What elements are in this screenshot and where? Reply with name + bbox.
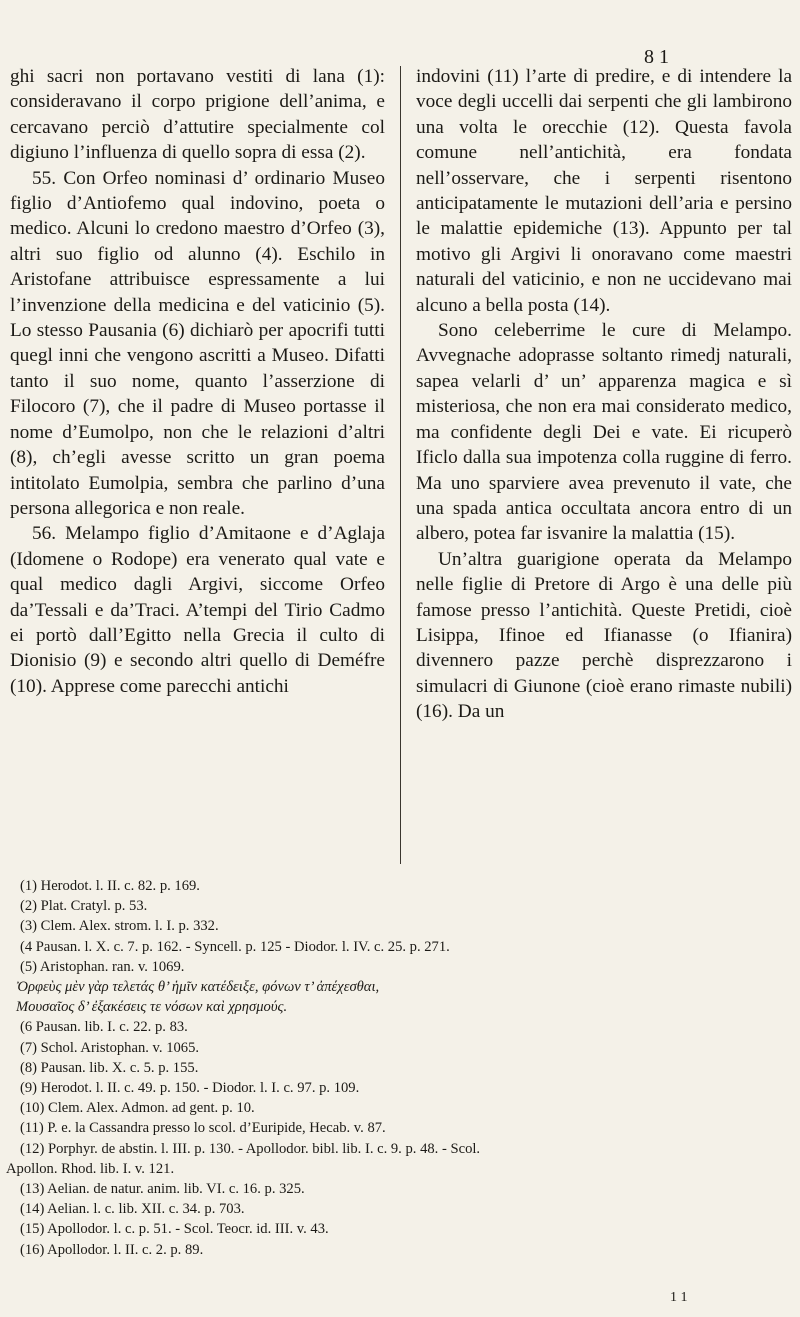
column-divider: [400, 66, 401, 864]
footnote-greek-quote: Μουσαῖος δ’ ἐξακέσεις τε νόσων καὶ χρησμούς.: [16, 999, 288, 1016]
footnote-greek-quote: Ὀρφεὺς μὲν γὰρ τελετάς θ’ ἡμῖν κατέδειξε, φόνων τ’ ἀπέχεσθαι,: [16, 979, 380, 996]
footnotes: [0, 876, 790, 1260]
paragraph: Sono celeberrime le cure di Melampo. Avvegnache adoprasse soltanto rimedj naturali, sapea velarli d’ un’ apparenza magica e sì misteriosa, che non era mai considerato medico, ma confidente degli Dei e vate. Ei ricuperò Ificlo dalla sua impotenza colla ruggine di ferro. Ma uno sparviere avea prevenuto il vate, che una spada antica occultata ancora entro di un albero, potea far isvanire la malattia (15).: [416, 320, 792, 545]
paragraph: Un’altra guarigione operata da Melampo nelle figlie di Pretore di Argo è una delle più famose presso l’antichità. Queste Pretidi, cioè Lisippa, Ifinoe ed Ifianasse (o Ifianira) divennero pazze perchè disprezzarono i simulacri di Giunone (cioè erano rimaste nubili) (16). Da un: [416, 548, 792, 723]
footnote: (1) Herodot. l. II. c. 82. p. 169.: [20, 878, 200, 894]
footnote: (11) P. e. la Cassandra presso lo scol. d’Euripide, Hecab. v. 87.: [20, 1120, 386, 1137]
footnote: (14) Aelian. l. c. lib. XII. c. 34. p. 703.: [20, 1201, 245, 1218]
page-number: 8 1: [644, 46, 669, 68]
footnote: (6 Pausan. lib. I. c. 22. p. 83.: [20, 1019, 188, 1036]
footnote: (8) Pausan. lib. X. c. 5. p. 155.: [20, 1059, 199, 1076]
footnote-continuation: Apollon. Rhod. lib. I. v. 121.: [6, 1160, 175, 1177]
left-column: [10, 64, 385, 699]
footnote: (2) Plat. Cratyl. p. 53.: [20, 898, 148, 915]
footnote: (3) Clem. Alex. strom. l. I. p. 332.: [20, 918, 219, 935]
footnote: (7) Schol. Aristophan. v. 1065.: [20, 1039, 200, 1056]
paragraph: indovini (11) l’arte di predire, e di intendere la voce degli uccelli dai serpenti che gli lambirono una volta le orecchie (12). Questa favola comune nell’antichità, era fondata nell’osservare, che i serpenti risentono anticipatamente le mutazioni dell’aria e persino le malattie epidemiche (13). Appunto per tal motivo gli Argivi li onoravano come maestri naturali del vaticinio, e non ne uccidevano mai alcuno a bella posta (14).: [416, 66, 792, 316]
footnote: (10) Clem. Alex. Admon. ad gent. p. 10.: [20, 1100, 255, 1117]
right-column: [416, 64, 792, 725]
footnote: (4 Pausan. l. X. c. 7. p. 162. - Syncell. p. 125 - Diodor. l. IV. c. 25. p. 271.: [20, 938, 450, 955]
footnote: (13) Aelian. de natur. anim. lib. VI. c. 16. p. 325.: [20, 1181, 305, 1198]
footnote: (15) Apollodor. l. c. p. 51. - Scol. Teocr. id. III. v. 43.: [20, 1221, 329, 1238]
footnote: (9) Herodot. l. II. c. 49. p. 150. - Diodor. l. I. c. 97. p. 109.: [20, 1080, 360, 1097]
signature-mark: 1 1: [670, 1290, 688, 1305]
footnote: (5) Aristophan. ran. v. 1069.: [20, 958, 185, 975]
paragraph: ghi sacri non portavano vestiti di lana (1): consideravano il corpo prigione dell’anima, e cercavano perciò d’attutire specialmente col digiuno l’influenza di quello sopra di essa (2).: [10, 66, 385, 164]
paragraph: 55. Con Orfeo nominasi d’ ordinario Museo figlio d’Antiofemo qual indovino, poeta o medico. Alcuni lo credono maestro d’Orfeo (3), altri suo figlio od alunno (4). Eschilo in Aristofane attribuisce espressamente a lui l’invenzione della medicina e del vaticinio (5). Lo stesso Pausania (6) dichiarò per apocrifi tutti quegl inni che vengono ascritti a Museo. Difatti tanto il suo nome, quanto l’asserzione di Filocoro (7), che il padre di Museo portasse il nome d’Eumolpo, non che le relazioni d’altri (8), ch’egli avesse scritto un gran poema intitolato Eumolpia, sembra che parlino d’una persona allegorica e non reale.: [10, 167, 385, 519]
paragraph: 56. Melampo figlio d’Amitaone e d’Aglaja (Idomene o Rodope) era venerato qual vate e qual medico dagli Argivi, siccome Orfeo da’Tessali e da’Traci. A’tempi del Tirio Cadmo ei portò dall’Egitto nella Grecia il culto di Dionisio (9) e secondo altri quello di Deméfre (10). Apprese come parecchi antichi: [10, 523, 385, 697]
footnote: (12) Porphyr. de abstin. l. III. p. 130. - Apollodor. bibl. lib. I. c. 9. p. 48. - Scol.: [20, 1140, 481, 1157]
footnote: (16) Apollodor. l. II. c. 2. p. 89.: [20, 1241, 204, 1258]
